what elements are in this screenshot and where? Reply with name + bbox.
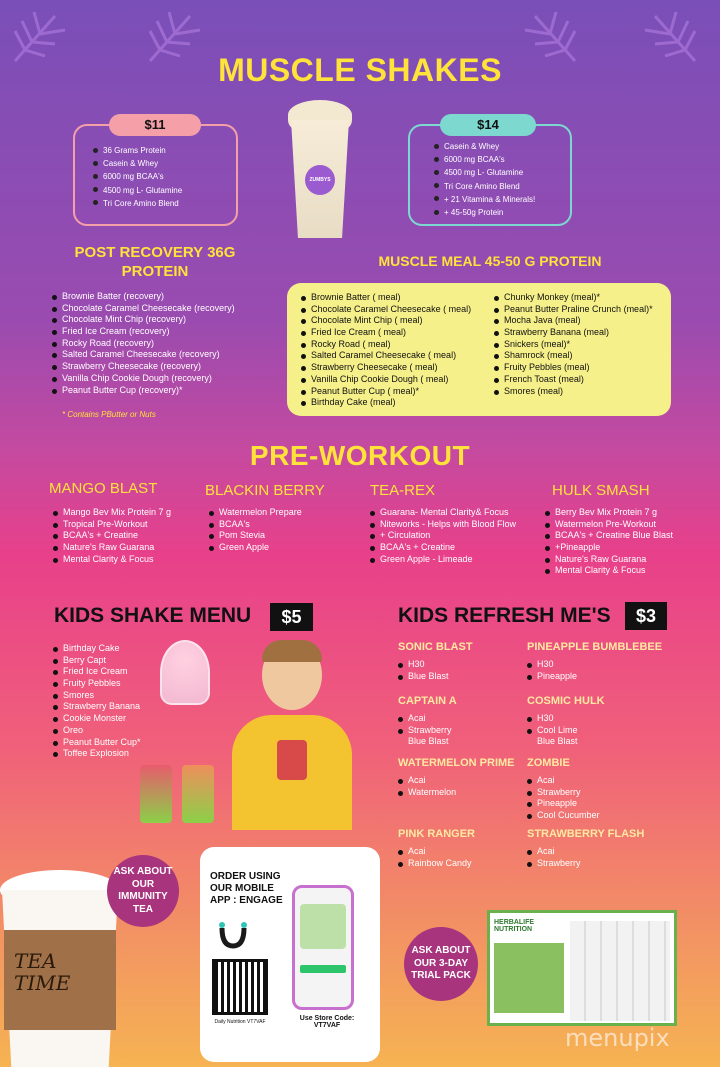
list-item: Strawberry Cheesecake (recovery)	[52, 361, 235, 373]
group-list	[209, 507, 365, 554]
price-box-11	[73, 117, 238, 226]
price14-list	[434, 140, 535, 219]
list-item: Brownie Batter (recovery)	[52, 291, 235, 303]
kids-shake-title: KIDS SHAKE MENU	[54, 604, 252, 627]
list-item: Casein & Whey	[93, 157, 182, 170]
brand-label: HERBALIFE NUTRITION	[494, 919, 535, 933]
list-item: Acai	[398, 775, 523, 787]
refresh-drink	[527, 641, 677, 682]
drink-name: PINK RANGER	[398, 828, 476, 840]
list-item: Berry Capt	[53, 655, 141, 667]
refresh-drink	[527, 757, 677, 822]
list-item: Acai	[527, 846, 677, 858]
muscle-meal-col2	[494, 292, 653, 397]
kids-shake-list	[53, 643, 141, 760]
list-item: Oreo	[53, 725, 141, 737]
list-item: BCAA's + Creatine	[53, 530, 209, 542]
list-item: French Toast (meal)	[494, 374, 653, 386]
kids-refresh-price: $3	[625, 602, 667, 630]
qr-caption: Daily Nutrition VT7VAF	[214, 1019, 266, 1025]
list-item: Shamrock (meal)	[494, 350, 653, 362]
drink-items	[527, 775, 677, 822]
store-code: Use Store Code: VT7VAF	[299, 1015, 355, 1029]
drink-items	[398, 775, 523, 798]
kids-refresh-title: KIDS REFRESH ME'S	[398, 604, 611, 627]
list-item: Salted Caramel Cheesecake (recovery)	[52, 349, 235, 361]
list-item: 6000 mg BCAA's	[434, 153, 535, 166]
drink-name: PINEAPPLE BUMBLEBEE	[527, 641, 663, 653]
list-item: 4500 mg L- Glutamine	[434, 166, 535, 179]
kids-drink-image	[182, 765, 214, 823]
list-item: Snickers (meal)*	[494, 339, 653, 351]
list-item: Rainbow Candy	[398, 858, 523, 870]
list-item: Chocolate Mint Chip ( meal)	[301, 315, 471, 327]
price11-list	[93, 144, 182, 210]
list-item: Peanut Butter Cup ( meal)*	[301, 386, 471, 398]
group-list	[370, 507, 550, 565]
list-item: Mocha Java (meal)	[494, 315, 653, 327]
list-item: Brownie Batter ( meal)	[301, 292, 471, 304]
group-title: HULK SMASH	[552, 482, 650, 499]
list-item: H30	[527, 659, 677, 671]
list-item: Strawberry	[527, 787, 677, 799]
list-item: Mental Clarity & Focus	[545, 565, 715, 577]
list-item: Pineapple	[527, 798, 677, 810]
list-item: Cookie Monster	[53, 713, 141, 725]
list-item: Acai	[527, 775, 677, 787]
engage-logo-icon	[218, 922, 248, 950]
cup-text: TEA TIME	[14, 949, 71, 995]
list-item: Smores	[53, 690, 141, 702]
kid-photo	[232, 640, 352, 830]
muscle-meal-col1	[301, 292, 471, 409]
muscle-meal-box	[287, 283, 671, 416]
preworkout-title: PRE-WORKOUT	[249, 440, 471, 471]
group-list	[53, 507, 209, 565]
group-title: BLACKIN BERRY	[205, 482, 325, 499]
list-item: Chocolate Caramel Cheesecake ( meal)	[301, 304, 471, 316]
list-item: Mental Clarity & Focus	[53, 554, 209, 566]
list-item: Pineapple	[527, 671, 677, 683]
watermark: menupix	[565, 1024, 670, 1052]
list-item: Nature's Raw Guarana	[545, 554, 715, 566]
list-item: Niteworks - Helps with Blood Flow	[370, 519, 550, 531]
drink-name: SONIC BLAST	[398, 641, 473, 653]
list-item: Fried Ice Cream	[53, 666, 141, 678]
list-item: Strawberry Cheesecake ( meal)	[301, 362, 471, 374]
list-item: Strawberry Banana (meal)	[494, 327, 653, 339]
trial-pack-badge: ASK ABOUT OUR 3-DAY TRIAL PACK	[404, 927, 478, 1001]
list-item: Rocky Road ( meal)	[301, 339, 471, 351]
list-item: Tri Core Amino Blend	[434, 180, 535, 193]
drink-name: COSMIC HULK	[527, 695, 605, 707]
list-item: Fruity Pebbles	[53, 678, 141, 690]
drink-items	[527, 846, 677, 869]
list-item: Watermelon	[398, 787, 523, 799]
list-item: Berry Bev Mix Protein 7 g	[545, 507, 715, 519]
preworkout-group-hulk	[545, 482, 715, 577]
refresh-drink	[527, 695, 605, 748]
drink-name: WATERMELON PRIME	[398, 757, 515, 769]
list-item: Watermelon Pre-Workout	[545, 519, 715, 531]
list-item: Vanilla Chip Cookie Dough (recovery)	[52, 373, 235, 385]
trial-pack-image	[487, 910, 677, 1026]
page-title: MUSCLE SHAKES	[218, 52, 502, 88]
drink-items	[398, 713, 468, 748]
list-item: Fruity Pebbles (meal)	[494, 362, 653, 374]
muscle-meal-title: MUSCLE MEAL 45-50 G PROTEIN	[378, 253, 602, 269]
preworkout-group-mango	[49, 480, 209, 565]
list-item: Strawberry Blue Blast	[398, 725, 468, 748]
price-pill: $11	[109, 114, 201, 136]
list-item: Strawberry	[527, 858, 677, 870]
list-item: Acai	[398, 846, 523, 858]
kids-drink-image	[140, 765, 172, 823]
list-item: Birthday Cake (meal)	[301, 397, 471, 409]
drink-items	[527, 713, 587, 748]
post-recovery-title: POST RECOVERY 36G PROTEIN	[74, 244, 236, 280]
shake-cup-image	[285, 100, 355, 240]
list-item: BCAA's	[209, 519, 365, 531]
list-item: Guarana- Mental Clarity& Focus	[370, 507, 550, 519]
group-title: MANGO BLAST	[49, 480, 158, 497]
cup-logo: ZUMBYS	[305, 165, 335, 195]
list-item: Green Apple	[209, 542, 365, 554]
list-item: Birthday Cake	[53, 643, 141, 655]
list-item: Chocolate Mint Chip (recovery)	[52, 314, 235, 326]
nuts-note: * Contains PButter or Nuts	[62, 410, 156, 419]
group-list	[545, 507, 715, 577]
list-item: Tropical Pre-Workout	[53, 519, 209, 531]
list-item: Rocky Road (recovery)	[52, 338, 235, 350]
list-item: Cool Cucumber	[527, 810, 677, 822]
drink-name: STRAWBERRY FLASH	[527, 828, 645, 840]
list-item: 6000 mg BCAA's	[93, 170, 182, 183]
group-title: TEA-REX	[370, 482, 436, 499]
list-item: Vanilla Chip Cookie Dough ( meal)	[301, 374, 471, 386]
list-item: Cool Lime Blue Blast	[527, 725, 587, 748]
immunity-tea-badge: ASK ABOUT OUR IMMUNITY TEA	[107, 855, 179, 927]
refresh-drink	[398, 757, 523, 798]
price-pill: $14	[440, 114, 536, 136]
list-item: + 45-50g Protein	[434, 206, 535, 219]
refresh-drink	[398, 641, 523, 682]
list-item: Strawberry Banana	[53, 701, 141, 713]
drink-name: ZOMBIE	[527, 757, 570, 769]
list-item: Acai	[398, 713, 468, 725]
preworkout-group-blackin	[205, 482, 365, 554]
list-item: Smores (meal)	[494, 386, 653, 398]
list-item: Peanut Butter Cup*	[53, 737, 141, 749]
list-item: Green Apple - Limeade	[370, 554, 550, 566]
list-item: Pom Stevia	[209, 530, 365, 542]
app-title: ORDER USING OUR MOBILE APP : ENGAGE	[210, 871, 283, 906]
list-item: +Pineapple	[545, 542, 715, 554]
list-item: Mango Bev Mix Protein 7 g	[53, 507, 209, 519]
list-item: Blue Blast	[398, 671, 523, 683]
list-item: Watermelon Prepare	[209, 507, 365, 519]
list-item: Salted Caramel Cheesecake ( meal)	[301, 350, 471, 362]
list-item: + Circulation	[370, 530, 550, 542]
list-item: Fried Ice Cream ( meal)	[301, 327, 471, 339]
list-item: Toffee Explosion	[53, 748, 141, 760]
list-item: Chocolate Caramel Cheesecake (recovery)	[52, 303, 235, 315]
list-item: + 21 Vitamina & Minerals!	[434, 193, 535, 206]
kids-shake-price: $5	[270, 603, 313, 631]
refresh-drink	[398, 695, 468, 748]
list-item: Fried Ice Cream (recovery)	[52, 326, 235, 338]
post-recovery-list	[52, 291, 235, 396]
drink-items	[398, 846, 523, 869]
list-item: Peanut Butter Cup (recovery)*	[52, 385, 235, 397]
preworkout-group-tearex	[370, 482, 550, 565]
drink-name: CAPTAIN A	[398, 695, 457, 707]
list-item: Chunky Monkey (meal)*	[494, 292, 653, 304]
list-item: Casein & Whey	[434, 140, 535, 153]
cereal-shake-image	[160, 640, 210, 705]
list-item: BCAA's + Creatine Blue Blast	[545, 530, 715, 542]
mobile-app-card	[200, 847, 380, 1062]
list-item: 36 Grams Protein	[93, 144, 182, 157]
refresh-drink	[398, 828, 523, 869]
phone-mockup	[292, 885, 354, 1010]
list-item: BCAA's + Creatine	[370, 542, 550, 554]
list-item: Tri Core Amino Blend	[93, 197, 182, 210]
refresh-drink	[527, 828, 677, 869]
qr-code[interactable]	[212, 959, 268, 1015]
price-box-14	[408, 117, 572, 226]
list-item: 4500 mg L- Glutamine	[93, 184, 182, 197]
list-item: Nature's Raw Guarana	[53, 542, 209, 554]
list-item: H30	[527, 713, 587, 725]
list-item: Peanut Butter Praline Crunch (meal)*	[494, 304, 653, 316]
drink-items	[527, 659, 677, 682]
drink-items	[398, 659, 523, 682]
list-item: H30	[398, 659, 523, 671]
